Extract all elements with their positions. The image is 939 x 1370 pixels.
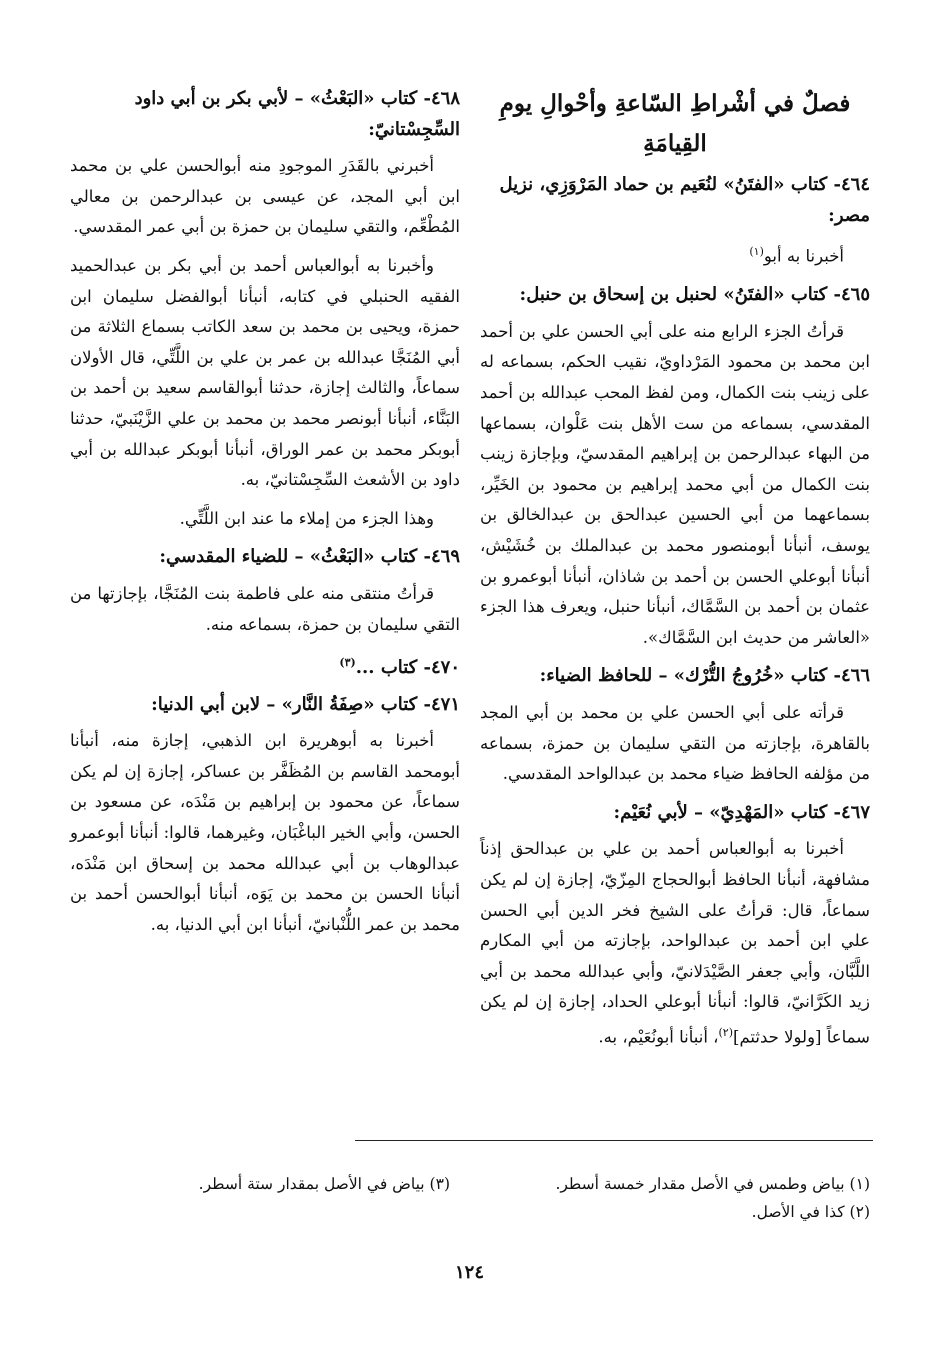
entry-464-heading: ٤٦٤- كتاب «الفتَنُ» لنُعَيم بن حماد المَرْوَزِي، نزيل مصر: [499, 174, 870, 226]
entry-464-text [480, 237, 870, 272]
entry-471-heading: ٤٧١- كتاب «صِفَةُ النَّار» – لابن أبي الدنيا: [151, 693, 460, 715]
entry-467-body-b: ، أنبأنا أبونُعَيْم، به. [598, 1027, 719, 1047]
entry-470-title: ٤٧٠- كتاب ... [355, 657, 460, 679]
footnote-ref-3: (٣) [339, 656, 356, 670]
section-title: فصلٌ في أشْراطِ السّاعةِ وأحْوالِ يومِ القِيامَةِ [499, 90, 851, 157]
entry-466-heading: ٤٦٦- كتاب «خُرُوجُ التُّرْك» – للحافظ الضياء: [539, 665, 870, 687]
footnotes-left [120, 1170, 450, 1198]
entry-465-text: قرأتُ الجزء الرابع منه على أبي الحسن علي بن أحمد ابن محمد بن محمود المَرْداويّ، نقيب الحكم، بسماعه له على زينب بنت الكمال، ومن لفظ المحب عبدالله بن أحمد المقدسي، بسماعه من ست الأهل بنت عَلْوان، بسماعها من البهاء عبدالرحمن بن إبراهيم المقدسيّ، وبإجازة زينب بنت الكمال من أبي محمد إبراهيم بن محمود بن الخَيِّر، بسماعهما من أبي الحسين عبدالحق بن عبدالخالق بن يوسف، أنبأنا أبومنصور محمد بن عبدالملك بن خُشَيْش، أنبأنا أبوعلي الحسن بن أحمد بن شاذان، أنبأنا أبوعمرو بن عثمان بن أحمد بن السَّمَّاك، أنبأنا حنبل، ويعرف هذا الجزء «العاشر من حديث ابن السَّمَّاك». [480, 321, 870, 647]
entry-467-text [480, 834, 870, 1053]
footnotes-right [480, 1170, 870, 1226]
footnote-divider [355, 1140, 873, 1141]
entry-466-text: قرأته على أبي الحسن علي بن محمد بن أبي المجد بالقاهرة، بإجازته من التقي سليمان بن حمزة، بسماعه من مؤلفه الحافظ ضياء محمد بن عبدالواحد المقدسي. [480, 703, 870, 784]
page-number: ١٢٤ [454, 1262, 484, 1283]
footnote-ref-2: (٢) [718, 1025, 734, 1039]
entry-468-text-c: وهذا الجزء من إملاء ما عند ابن اللَّتِّي. [179, 508, 434, 528]
entry-469-text: قرأتُ منتقى منه على فاطمة بنت المُنَجَّا، بإجازتها من التقي سليمان بن حمزة، بسماعه منه. [70, 583, 460, 634]
footnote-2: (٢) كذا في الأصل. [751, 1203, 870, 1221]
entry-468-text-b: وأخبرنا به أبوالعباس أحمد بن أبي بكر بن عبدالحميد الفقيه الحنبلي في كتابه، أنبأنا أبوالفضل سليمان ابن حمزة، ويحيى بن محمد بن سعد الكاتب بسماع الثلاثة من أبي المُنَجَّا عبدالله بن عمر بن علي بن اللَّتِّي، قال الأولان سماعاً، والثالث إجازة، حدثنا أبوالقاسم سعيد بن أحمد بن البَنَّاء، أنبأنا أبونصر محمد بن محمد بن علي الزَّيْنَبيّ، حدثنا أبوبكر محمد بن عمر الوراق، أنبأنا أبوبكر عبدالله بن أبي داود بن الأشعث السِّجِسْتانيّ، به. [70, 255, 460, 490]
footnote-ref-1: (١) [749, 245, 764, 259]
entry-467-heading: ٤٦٧- كتاب «المَهْدِيّ» – لأبي نُعَيْم: [613, 801, 870, 823]
entry-469-heading: ٤٦٩- كتاب «البَعْثُ» – للضياء المقدسي: [159, 546, 460, 568]
entry-468-text-a: أخبرني بالقَدَرِ الموجودِ منه أبوالحسن علي بن محمد ابن أبي المجد، عن عيسى بن عبدالرحمن بن معالي المُطْعِّم، والتقي سليمان بن حمزة بن أبي عمر المقدسي. [70, 156, 460, 237]
entry-471-text: أخبرنا به أبوهريرة ابن الذهبي، إجازة منه، أنبأنا أبومحمد القاسم بن المُظَفَّر بن عساكر، إجازة إن لم يكن سماعاً، عن محمود بن إبراهيم بن مَنْدَه، عن مسعود بن الحسن، وأبي الخير الباغْبَان، وغيرهما، قالوا: أنبأنا أبوعمرو عبدالوهاب بن أبي عبدالله محمد بن إسحاق ابن مَنْدَه، أنبأنا الحسن بن محمد بن يَوَه، أنبأنا أبوالحسن أحمد بن محمد بن عمر اللُّنْبانيّ، أنبأنا ابن أبي الدنيا، به. [70, 731, 460, 934]
footnote-3: (٣) بياض في الأصل بمقدار ستة أسطر. [198, 1175, 450, 1193]
entry-464-body: أخبرنا به أبو [763, 246, 844, 266]
left-column [70, 78, 460, 948]
entry-470-heading [70, 648, 460, 684]
entry-467-body-a: أخبرنا به أبوالعباس أحمد بن علي بن عبدالحق إذناً مشافهة، أنبأنا الحافظ أبوالحجاج المِزّيّ، إجازة إن لم يكن سماعاً، قال: قرأتُ على الشيخ فخر الدين أبي الحسن علي ابن أحمد بن عبدالواحد، بإجازته من أبي المكارم اللَّبَّان، وأبي جعفر الصَّيْدَلانيّ، وأبي عبدالله محمد بن أبي زيد الكَرَّانيّ، قالوا: أنبأنا أبوعلي الحداد، إجازة إن لم يكن سماعاً [ولولا حدثتم] [480, 839, 870, 1047]
entry-468-heading: ٤٦٨- كتاب «البَعْثُ» – لأبي بكر بن أبي داود السِّجِسْتانيّ: [134, 88, 460, 140]
footnote-1: (١) بياض وطمس في الأصل مقدار خمسة أسطر. [555, 1175, 870, 1193]
right-column [480, 78, 870, 1061]
entry-465-heading: ٤٦٥- كتاب «الفتَنُ» لحنبل بن إسحاق بن حنبل: [519, 284, 870, 306]
